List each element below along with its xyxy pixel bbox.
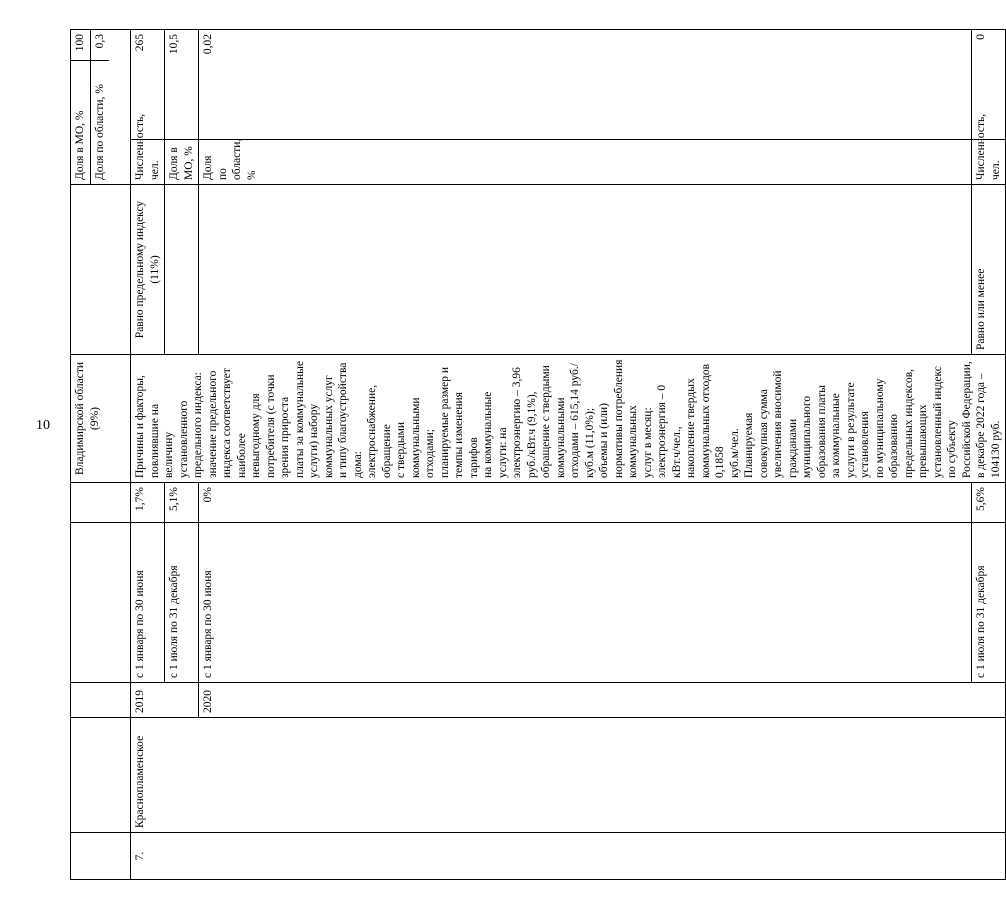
period-value: 5,1% [165,483,199,523]
factors-line: планируемые размер и темпы изменения тарифов [438,367,480,478]
factors-line: установленного предельного индекса: [177,372,204,478]
share-mo-value: 10,5 [165,30,199,140]
period-label: с 1 июля по 31 декабря [165,523,199,683]
factors-line: с твердыми коммунальными отходами; [395,397,436,478]
factors-line: за коммунальные услуги в результате установления [830,382,871,478]
less-count-label: Численность, чел. [972,140,1006,185]
share-mo-label: Доля в МО, % [165,140,199,185]
factors-line: куб.м/чел. [728,428,741,478]
factors-line: гражданами муниципального образования платы [786,385,828,478]
less-label: Равно или менее [972,185,1006,355]
share-region-value: 0,02 [199,30,972,140]
factors-line: руб./кВт.ч (9,1%), обращение с твердыми коммунальными [525,365,567,478]
factors-line: значение предельного индекса соответствует наиболее [206,368,248,478]
table-row [71,30,131,880]
period-value: 0% [199,483,972,523]
factors-line: Причины и факторы, повлиявшие на величину [134,375,175,478]
period-label: с 1 января по 30 июня [131,523,165,683]
period-label: с 1 января по 30 июня [199,523,972,683]
factors-line: накопление твердых коммунальных отходов 0,1858 [685,363,726,478]
table-row [131,30,165,880]
factors-line: Российской Федерации, в декабре 2022 года – 104130 руб. [960,361,1002,478]
row-index: 7. [131,833,1006,880]
year-2020: 2020 [199,683,1006,718]
year-2019: 2019 [131,683,199,718]
factors-line: на коммунальные услуги: на электроэнергию – 3,96 [482,367,523,478]
municipality-name: Краснопламенское [131,718,1006,833]
share-mo-label: Доля в МО, % [71,60,90,184]
index-table [70,29,1006,880]
share-region-label: Доля по области, % [93,84,106,180]
factors-line: превышающих установленный индекс по субъекту [917,366,958,478]
share-region-value: 0,3 [90,30,109,60]
factors-line: по муниципальному образованию предельных индексов, [873,368,915,478]
page-number: 10 [36,418,50,433]
share-mo-value: 100 [71,30,90,60]
region-label: Владимирской области (9%) [71,355,131,483]
rotated-table-sheet [70,30,1002,880]
factors-line: невыгодному для потребителя (с точки зрения прироста [250,374,291,478]
factors-line: Планируемая совокупная сумма увеличения вносимой [743,370,784,478]
factors-line: платы за коммунальные услуги) набору коммунальных услуг [293,360,335,478]
count-label: Численность, чел. [131,140,165,185]
factors-line: и типу благоустройства дома: электроснабжение, обращение [337,362,393,478]
period-value: 1,7% [131,483,165,523]
factors-text [131,355,1006,483]
equal-label: Равно предельному индексу (11%) [131,185,165,355]
factors-line: услуг в месяц: электроэнергия – 0 кВт.ч/чел., [641,384,683,478]
factors-line: отходами – 615,14 руб./куб.м (11,0%); [569,363,596,478]
period-value: 5,6% [972,483,1006,523]
factors-line: объемы и (или) нормативы потребления коммунальных [598,359,639,478]
share-region-label: Доля по области, % [199,140,972,185]
count-value: 265 [131,30,165,140]
period-label: с 1 июля по 31 декабря [972,523,1006,683]
less-count-value: 0 [972,30,1006,140]
